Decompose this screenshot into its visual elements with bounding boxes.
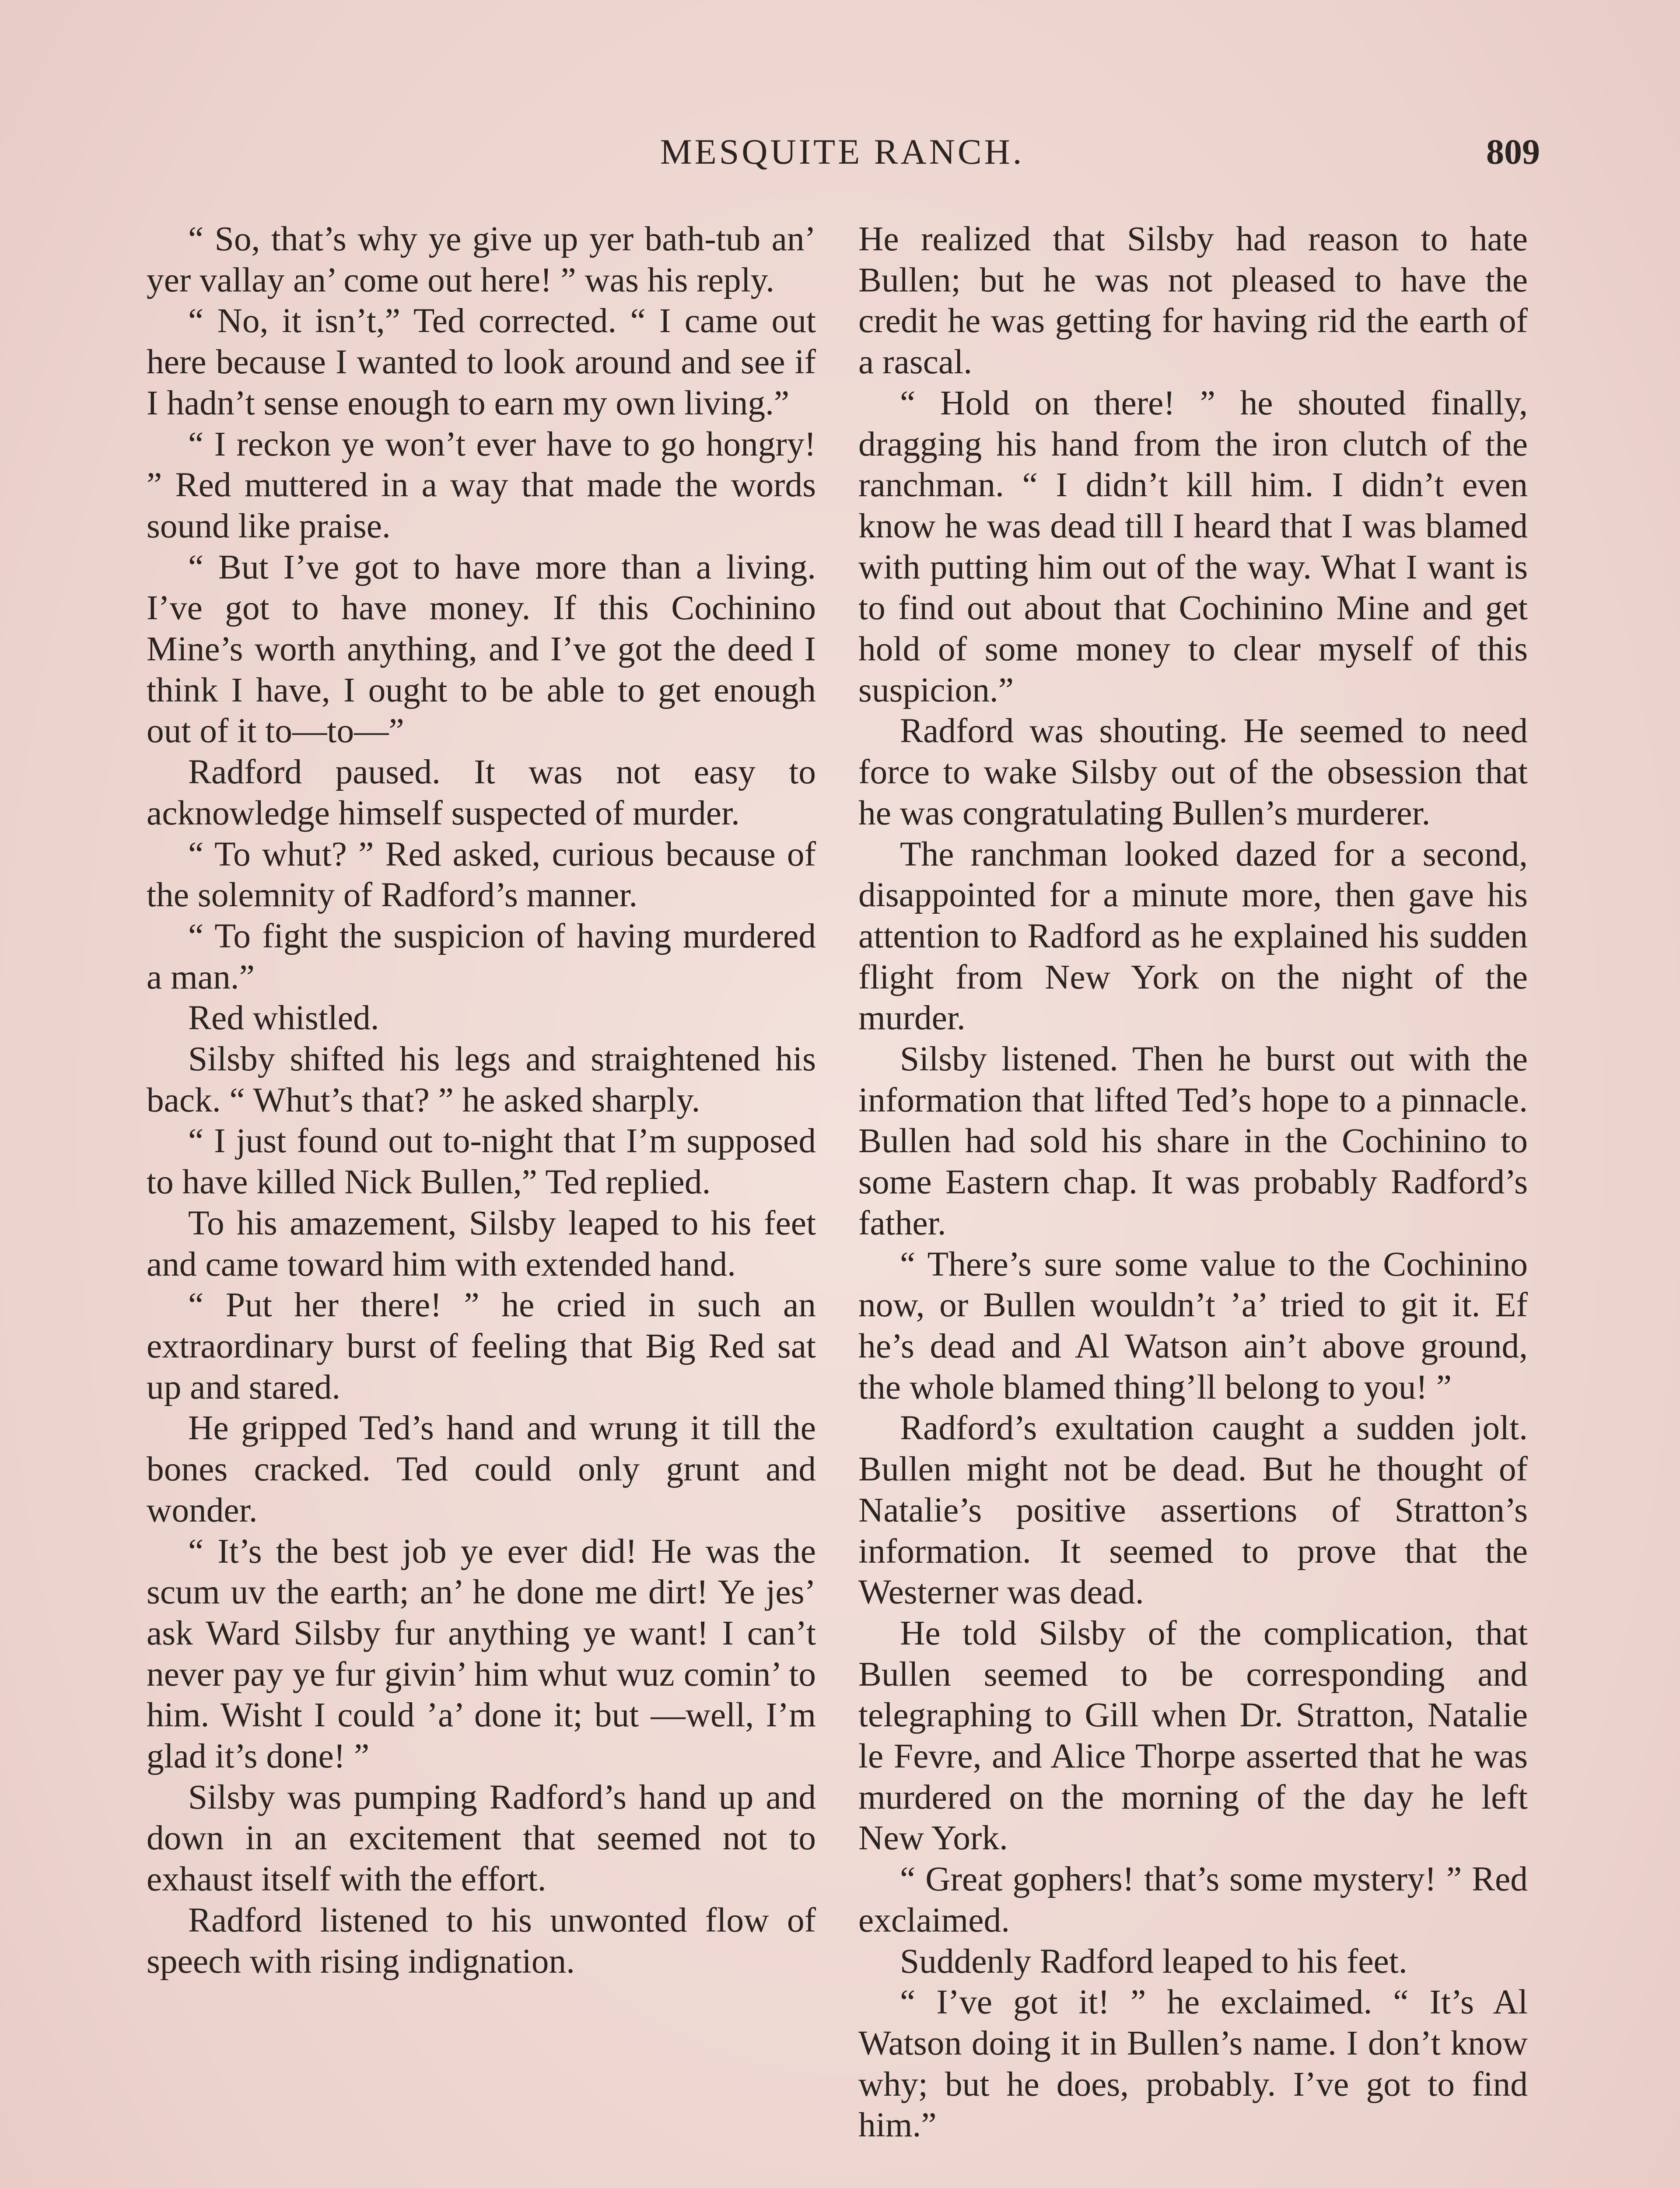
paragraph: “ There’s sure some value to the Cochinino now, or Bullen wouldn’t ’a’ tried to git it. Ef he’s dead and Al Watson ain’t above ground, the whole blamed thing’ll belong to you! ” bbox=[858, 1245, 1528, 1406]
paragraph: Radford listened to his unwonted flow of speech with rising indignation. bbox=[147, 1900, 816, 1981]
paragraph: “ So, that’s why ye give up yer bath-tub an’ yer vallay an’ come out here! ” was his reply. bbox=[147, 220, 816, 299]
paragraph: Radford’s exultation caught a sudden jolt. Bullen might not be dead. But he thought of Natalie’s positive assertions of Stratton’s information. It seemed to prove that the Westerner was dead. bbox=[858, 1409, 1528, 1612]
paragraph: Silsby was pumping Radford’s hand up and down in an excitement that seemed not to exhaust itself with the effort. bbox=[147, 1778, 816, 1899]
paragraph: “ Hold on there! ” he shouted finally, dragging his hand from the iron clutch of the ranchman. “ I didn’t kill him. I didn’t even know he was dead till I heard that I was blamed with putting him out of the way. What I want is to find out about that Cochinino Mine and get hold of some money to clear myself of this suspicion.” bbox=[858, 383, 1528, 709]
right-column bbox=[858, 219, 1528, 2146]
page-header bbox=[144, 131, 1540, 184]
paragraph: Red whistled. bbox=[188, 999, 379, 1038]
paragraph: Silsby shifted his legs and straightened his back. “ Whut’s that? ” he asked sharply. bbox=[147, 1040, 816, 1119]
paragraph: To his amazement, Silsby leaped to his feet and came toward him with extended hand. bbox=[147, 1203, 816, 1283]
paragraph: He told Silsby of the complication, that Bullen seemed to be corresponding and telegraphing to Gill when Dr. Stratton, Natalie le Fevre, and Alice Thorpe asserted that he was murdered on the morning of the day he left New York. bbox=[858, 1613, 1528, 1858]
paragraph: He gripped Ted’s hand and wrung it till the bones cracked. Ted could only grunt and wonder. bbox=[147, 1409, 816, 1529]
paragraph: Radford was shouting. He seemed to need force to wake Silsby out of the obsession that he was congratulating Bullen’s murderer. bbox=[858, 712, 1528, 832]
paragraph: “ Put her there! ” he cried in such an extraordinary burst of feeling that Big Red sat up and stared. bbox=[147, 1286, 816, 1406]
left-column bbox=[147, 219, 816, 1982]
paragraph: Suddenly Radford leaped to his feet. bbox=[900, 1942, 1407, 1981]
paragraph: “ But I’ve got to have more than a living. I’ve got to have money. If this Cochinino Mine’s worth anything, and I’ve got the deed I think I have, I ought to be able to get enough out of it to—to—” bbox=[147, 547, 816, 750]
paragraph: “ It’s the best job ye ever did! He was the scum uv the earth; an’ he done me dirt! Ye jes’ ask Ward Silsby fur anything ye want! I can’t never pay ye fur givin’ him whut wuz comin’ to him. Wisht I could ’a’ done it; but —well, I’m glad it’s done! ” bbox=[147, 1532, 816, 1776]
paragraph: Radford paused. It was not easy to acknowledge himself suspected of murder. bbox=[147, 753, 816, 832]
paragraph: He realized that Silsby had reason to hate Bullen; but he was not pleased to have the credit he was getting for having rid the earth of a rascal. bbox=[858, 220, 1528, 382]
paragraph: “ I reckon ye won’t ever have to go hongry! ” Red muttered in a way that made the words sound like praise. bbox=[147, 424, 816, 545]
paragraph: “ I just found out to-night that I’m supposed to have killed Nick Bullen,” Ted replied. bbox=[147, 1122, 816, 1202]
paragraph: The ranchman looked dazed for a second, disappointed for a minute more, then gave his attention to Radford as he explained his sudden flight from New York on the night of the murder. bbox=[858, 835, 1528, 1038]
paragraph: “ I’ve got it! ” he exclaimed. “ It’s Al Watson doing it in Bullen’s name. I don’t know why; but he does, probably. I’ve got to find him.” bbox=[858, 1983, 1528, 2145]
paragraph: “ No, it isn’t,” Ted corrected. “ I came out here because I wanted to look around and see if I hadn’t sense enough to earn my own living.” bbox=[147, 302, 816, 422]
page-number: 809 bbox=[1486, 132, 1540, 172]
paragraph: “ To fight the suspicion of having murdered a man.” bbox=[147, 916, 816, 996]
paragraph: Silsby listened. Then he burst out with the information that lifted Ted’s hope to a pinnacle. Bullen had sold his share in the Cochinino to some Eastern chap. It was probably Radford’s father. bbox=[858, 1040, 1528, 1242]
running-title: MESQUITE RANCH. bbox=[660, 132, 1025, 172]
paragraph: “ Great gophers! that’s some mystery! ” Red exclaimed. bbox=[858, 1860, 1528, 1939]
paragraph: “ To whut? ” Red asked, curious because of the solemnity of Radford’s manner. bbox=[147, 835, 816, 915]
